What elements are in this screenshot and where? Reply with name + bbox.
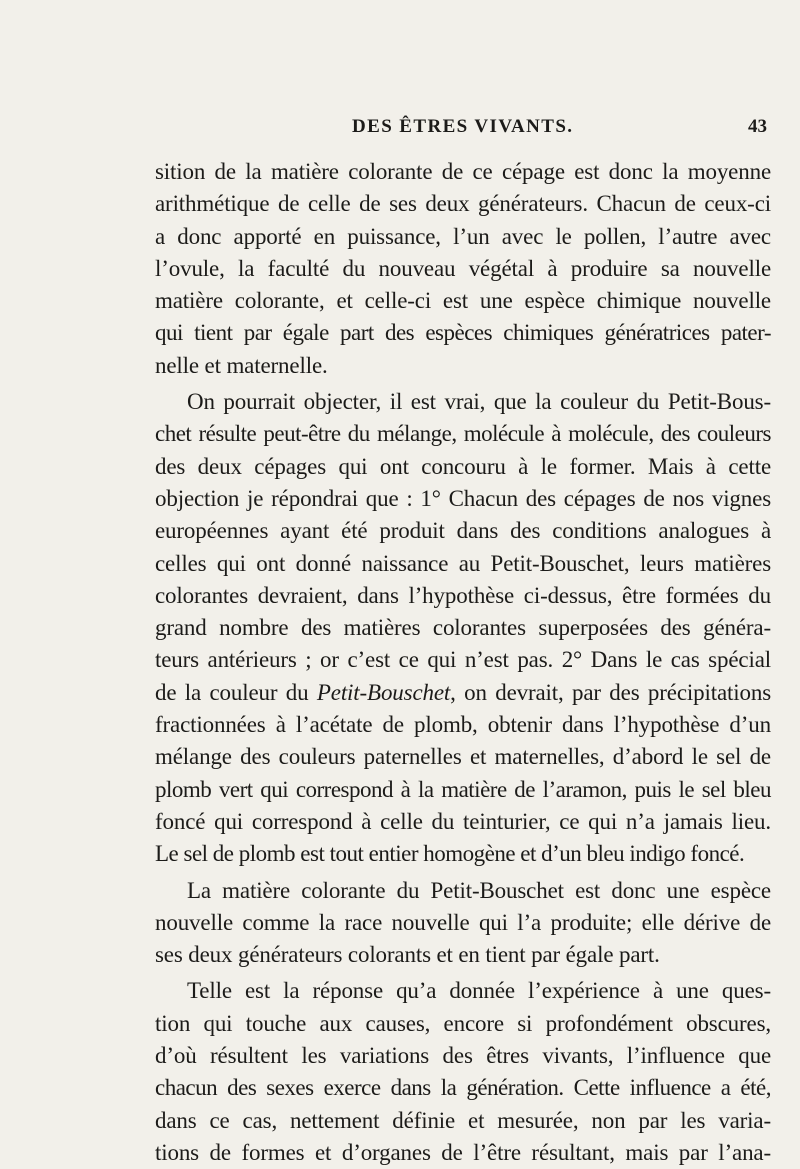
text-line: qui tient par égale part des espèces chimiques génératrices pater- bbox=[155, 320, 771, 346]
paragraph bbox=[155, 975, 771, 1169]
text-line: grand nombre des matières colorantes superposées des généra- bbox=[155, 615, 771, 641]
text-line: nelle et maternelle. bbox=[155, 352, 328, 378]
text-line: tion qui touche aux causes, encore si profondément obscures, bbox=[155, 1010, 771, 1036]
text-line: celles qui ont donné naissance au Petit-Bouschet, leurs matières bbox=[155, 550, 771, 576]
text-line: Telle est la réponse qu’a donnée l’expérience à une ques- bbox=[187, 978, 771, 1004]
text-line: teurs antérieurs ; or c’est ce qui n’est pas. 2° Dans le cas spécial bbox=[155, 647, 771, 673]
running-title: DES ÊTRES VIVANTS. bbox=[352, 116, 574, 137]
text-line: l’ovule, la faculté du nouveau végétal à produire sa nouvelle bbox=[155, 255, 771, 281]
text-line: dans ce cas, nettement définie et mesurée, non par les varia- bbox=[155, 1107, 771, 1133]
text-line bbox=[155, 677, 771, 709]
text-run: , on devrait, par des précipitations bbox=[450, 679, 771, 705]
text-line: matière colorante, et celle-ci est une espèce chimique nouvelle bbox=[155, 288, 771, 314]
page-number: 43 bbox=[748, 116, 767, 137]
text-line: plomb vert qui correspond à la matière de l’aramon, puis le sel bleu bbox=[155, 776, 771, 802]
page-header bbox=[0, 116, 800, 146]
text-line: nouvelle comme la race nouvelle qui l’a produite; elle dérive de bbox=[155, 909, 771, 935]
body-text bbox=[155, 156, 771, 1169]
text-line: La matière colorante du Petit-Bouschet est donc une espèce bbox=[187, 877, 771, 903]
text-line: mélange des couleurs paternelles et maternelles, d’abord le sel de bbox=[155, 744, 771, 770]
text-line: objection je répondrai que : 1° Chacun des cépages de nos vignes bbox=[155, 485, 771, 511]
text-line: chet résulte peut-être du mélange, molécule à molécule, des couleurs bbox=[155, 421, 771, 447]
text-line: colorantes devraient, dans l’hypothèse ci-dessus, être formées du bbox=[155, 582, 771, 608]
text-run: de la couleur du bbox=[155, 679, 317, 705]
text-line: On pourrait objecter, il est vrai, que la couleur du Petit-Bous- bbox=[187, 389, 771, 415]
text-line: chacun des sexes exerce dans la génération. Cette influence a été, bbox=[155, 1075, 771, 1101]
text-line: foncé qui correspond à celle du teinturier, ce qui n’a jamais lieu. bbox=[155, 808, 771, 834]
text-line: fractionnées à l’acétate de plomb, obtenir dans l’hypothèse d’un bbox=[155, 712, 771, 738]
text-line: d’où résultent les variations des êtres vivants, l’influence que bbox=[155, 1043, 771, 1069]
paragraph bbox=[155, 875, 771, 972]
text-line: a donc apporté en puissance, l’un avec le pollen, l’autre avec bbox=[155, 223, 771, 249]
text-line: sition de la matière colorante de ce cépage est donc la moyenne bbox=[155, 159, 771, 184]
paragraph bbox=[155, 386, 771, 870]
text-line: européennes ayant été produit dans des conditions analogues à bbox=[155, 518, 771, 544]
text-line: ses deux générateurs colorants et en tient par égale part. bbox=[155, 942, 660, 968]
paragraph bbox=[155, 156, 771, 382]
italic-variety-name: Petit-Bouschet bbox=[316, 679, 451, 705]
text-line: des deux cépages qui ont concouru à le former. Mais à cette bbox=[155, 453, 771, 479]
text-line: arithmétique de celle de ses deux générateurs. Chacun de ceux-ci bbox=[155, 191, 771, 217]
text-line: Le sel de plomb est tout entier homogène et d’un bleu indigo foncé. bbox=[155, 841, 745, 867]
text-line: tions de formes et d’organes de l’être résultant, mais par l’ana- bbox=[155, 1139, 771, 1165]
